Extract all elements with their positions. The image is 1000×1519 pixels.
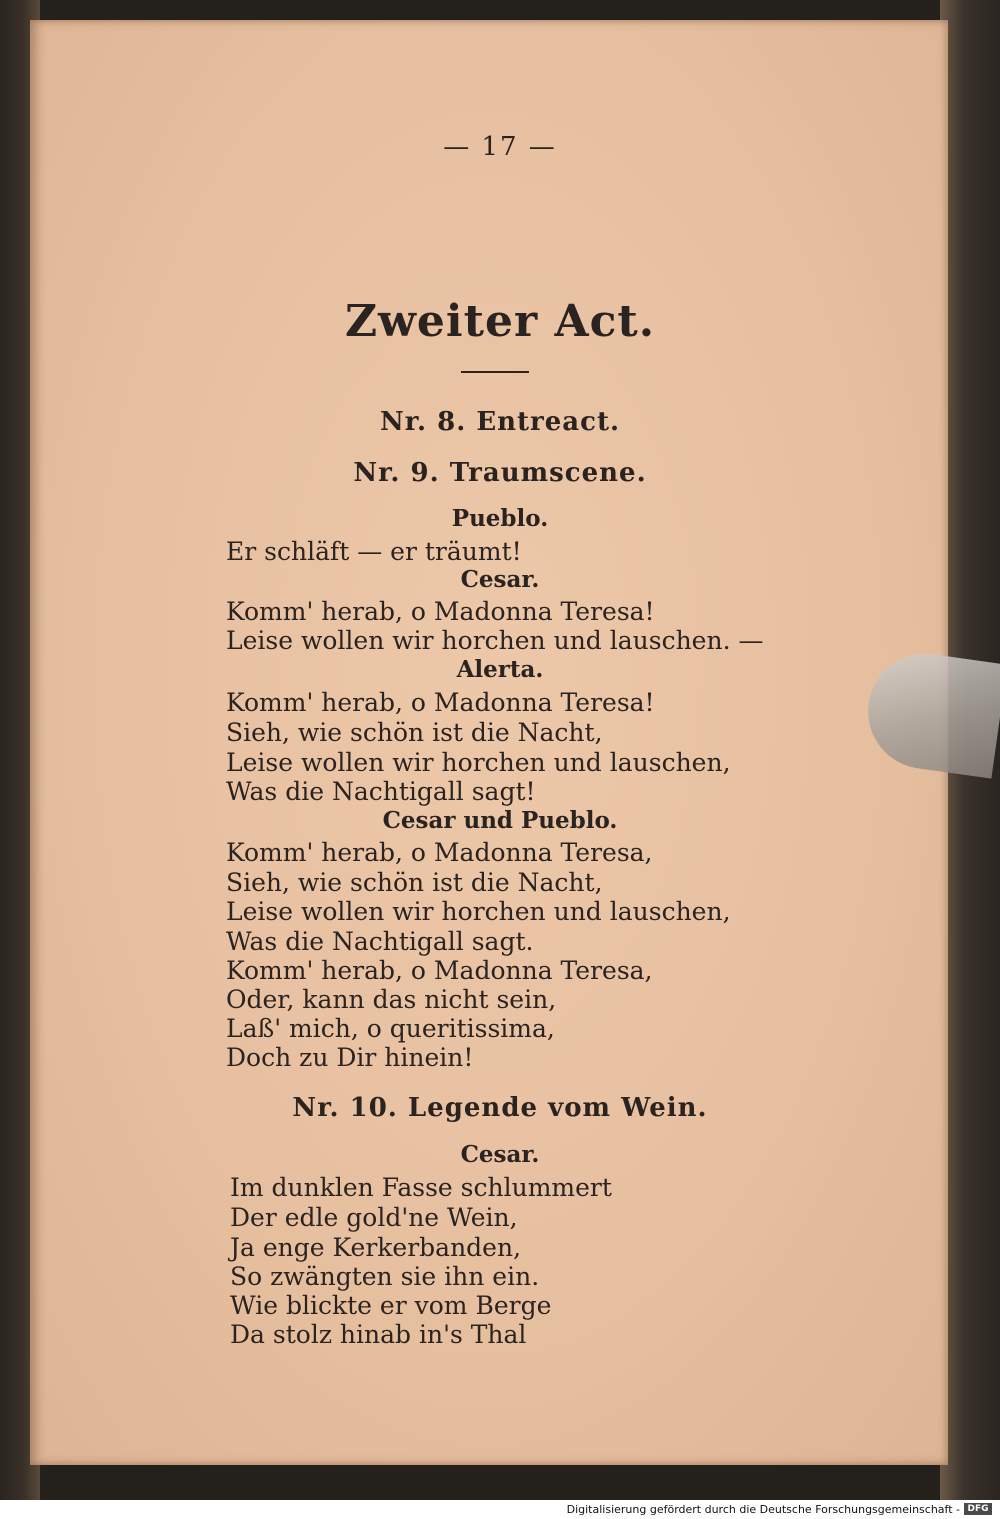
text-line: Leise wollen wir horchen und lauschen. — <box>226 626 764 655</box>
text-line: Er schläft — er träumt! <box>226 537 522 566</box>
text-line: Doch zu Dir hinein! <box>226 1043 474 1072</box>
speaker-pueblo: Pueblo. <box>451 505 549 532</box>
text-line: Da stolz hinab in's Thal <box>230 1320 527 1349</box>
section-heading-nr10: Nr. 10. Legende vom Wein. <box>292 1093 708 1123</box>
text-line: So zwängten sie ihn ein. <box>230 1262 540 1291</box>
text-line: Wie blickte er vom Berge <box>230 1291 552 1320</box>
text-line: Was die Nachtigall sagt! <box>226 777 536 806</box>
page-number: — 17 — <box>443 132 557 162</box>
speaker-cesar: Cesar. <box>460 566 540 593</box>
section-heading-nr8: Nr. 8. Entreact. <box>379 407 621 437</box>
text-line: Komm' herab, o Madonna Teresa! <box>226 597 655 626</box>
text-line: Sieh, wie schön ist die Nacht, <box>226 868 603 897</box>
title-divider <box>461 371 529 373</box>
speaker-cesar: Cesar. <box>460 1141 540 1168</box>
text-line: Ja enge Kerkerbanden, <box>230 1233 522 1262</box>
text-line: Leise wollen wir horchen und lauschen, <box>226 748 731 777</box>
text-line: Komm' herab, o Madonna Teresa, <box>226 838 653 867</box>
speaker-alerta: Alerta. <box>456 656 544 683</box>
text-line: Was die Nachtigall sagt. <box>226 927 534 956</box>
text-line: Komm' herab, o Madonna Teresa! <box>226 688 655 717</box>
text-line: Leise wollen wir horchen und lauschen, <box>226 897 731 926</box>
text-line: Komm' herab, o Madonna Teresa, <box>226 956 653 985</box>
text-line: Laß' mich, o queritissima, <box>226 1014 555 1043</box>
footer-credit: Digitalisierung gefördert durch die Deutsche Forschungsgemeinschaft - <box>566 1503 960 1516</box>
act-title: Zweiter Act. <box>344 296 656 347</box>
dfg-logo: DFG <box>964 1503 992 1515</box>
text-line: Im dunklen Fasse schlummert <box>230 1173 612 1202</box>
speaker-cesar-und-pueblo: Cesar und Pueblo. <box>382 807 618 834</box>
section-heading-nr9: Nr. 9. Traumscene. <box>353 458 647 488</box>
text-line: Sieh, wie schön ist die Nacht, <box>226 718 603 747</box>
text-line: Der edle gold'ne Wein, <box>230 1203 518 1232</box>
text-line: Oder, kann das nicht sein, <box>226 985 557 1014</box>
